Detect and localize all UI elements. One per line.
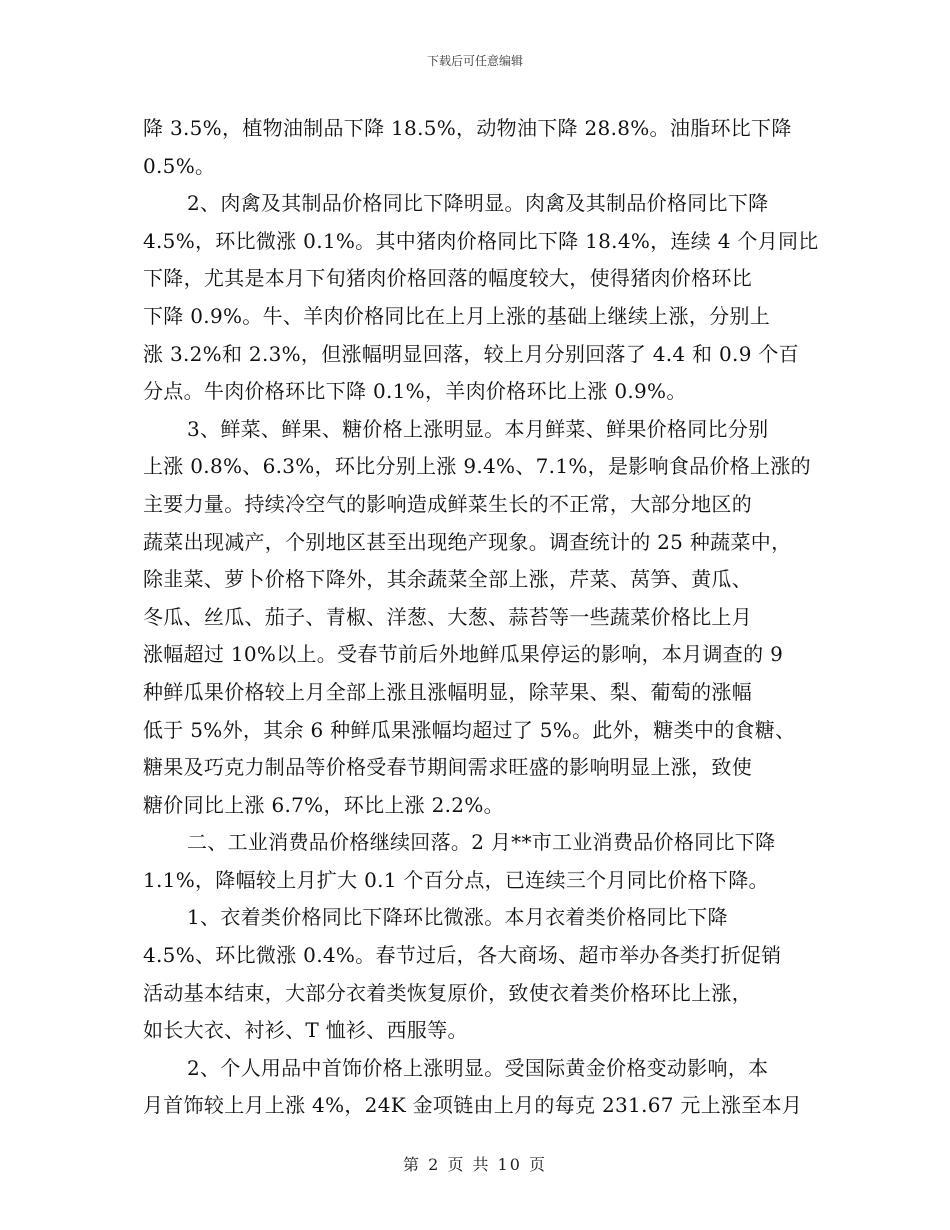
text-line: 3、鲜菜、鲜果、糖价格上涨明显。本月鲜菜、鲜果价格同比分别 [187, 416, 769, 441]
text-line: 二、工业消费品价格继续回落。2 月**市工业消费品价格同比下降 [187, 830, 776, 855]
text-line: 糖价同比上涨 6.7%，环比上涨 2.2%。 [143, 792, 504, 817]
text-line: 冬瓜、丝瓜、茄子、青椒、洋葱、大葱、蒜苔等一些蔬菜价格比上月 [143, 604, 752, 629]
text-line: 2、个人用品中首饰价格上涨明显。受国际黄金价格变动影响，本 [187, 1055, 769, 1080]
text-line: 下降 0.9%。牛、羊肉价格同比在上月上涨的基础上继续上涨，分别上 [143, 303, 771, 328]
text-line: 活动基本结束，大部分衣着类恢复原价，致使衣着类价格环比上涨， [143, 980, 752, 1005]
text-line: 4.5%、环比微涨 0.4%。春节过后，各大商场、超市举办各类打折促销 [143, 943, 782, 968]
text-line: 分点。牛肉价格环比下降 0.1%，羊肉价格环比上涨 0.9%。 [143, 379, 687, 404]
text-line: 种鲜瓜果价格较上月全部上涨且涨幅明显，除苹果、梨、葡萄的涨幅 [143, 679, 752, 704]
text-line: 除韭菜、萝卜价格下降外，其余蔬菜全部上涨，芹菜、莴笋、黄瓜、 [143, 567, 752, 592]
text-line: 涨幅超过 10%以上。受春节前后外地鲜瓜果停运的影响，本月调查的 9 [143, 642, 784, 667]
text-line: 1.1%，降幅较上月扩大 0.1 个百分点，已连续三个月同比价格下降。 [143, 867, 769, 892]
document-body [143, 110, 819, 1125]
text-line: 1、衣着类价格同比下降环比微涨。本月衣着类价格同比下降 [187, 905, 728, 930]
text-line: 蔬菜出现减产，个别地区甚至出现绝产现象。调查统计的 25 种蔬菜中， [143, 529, 792, 554]
text-line: 低于 5%外，其余 6 种鲜瓜果涨幅均超过了 5%。此外，糖类中的食糖、 [143, 717, 796, 742]
text-line: 0.5%。 [143, 153, 216, 178]
text-line: 降 3.5%，植物油制品下降 18.5%，动物油下降 28.8%。油脂环比下降 [143, 116, 792, 140]
text-line: 上涨 0.8%、6.3%，环比分别上涨 9.4%、7.1%，是影响食品价格上涨的 [143, 454, 811, 479]
text-line: 糖果及巧克力制品等价格受春节期间需求旺盛的影响明显上涨，致使 [143, 755, 752, 780]
text-line: 下降，尤其是本月下旬猪肉价格回落的幅度较大，使得猪肉价格环比 [143, 266, 752, 291]
text-line: 涨 3.2%和 2.3%，但涨幅明显回落，较上月分别回落了 4.4 和 0.9 个百 [143, 341, 799, 366]
page-footer: 第 2 页 共 10 页 [403, 1155, 547, 1174]
page-header: 下载后可任意编辑 [426, 54, 523, 68]
text-line: 2、肉禽及其制品价格同比下降明显。肉禽及其制品价格同比下降 [187, 191, 769, 216]
text-line: 月首饰较上月上涨 4%，24K 金项链由上月的每克 231.67 元上涨至本月 [143, 1093, 803, 1118]
text-line: 如长大衣、衬衫、T 恤衫、西服等。 [143, 1018, 468, 1043]
text-line: 4.5%，环比微涨 0.1%。其中猪肉价格同比下降 18.4%，连续 4 个月同比 [143, 228, 819, 253]
text-line: 主要力量。持续冷空气的影响造成鲜菜生长的不正常，大部分地区的 [143, 491, 752, 516]
